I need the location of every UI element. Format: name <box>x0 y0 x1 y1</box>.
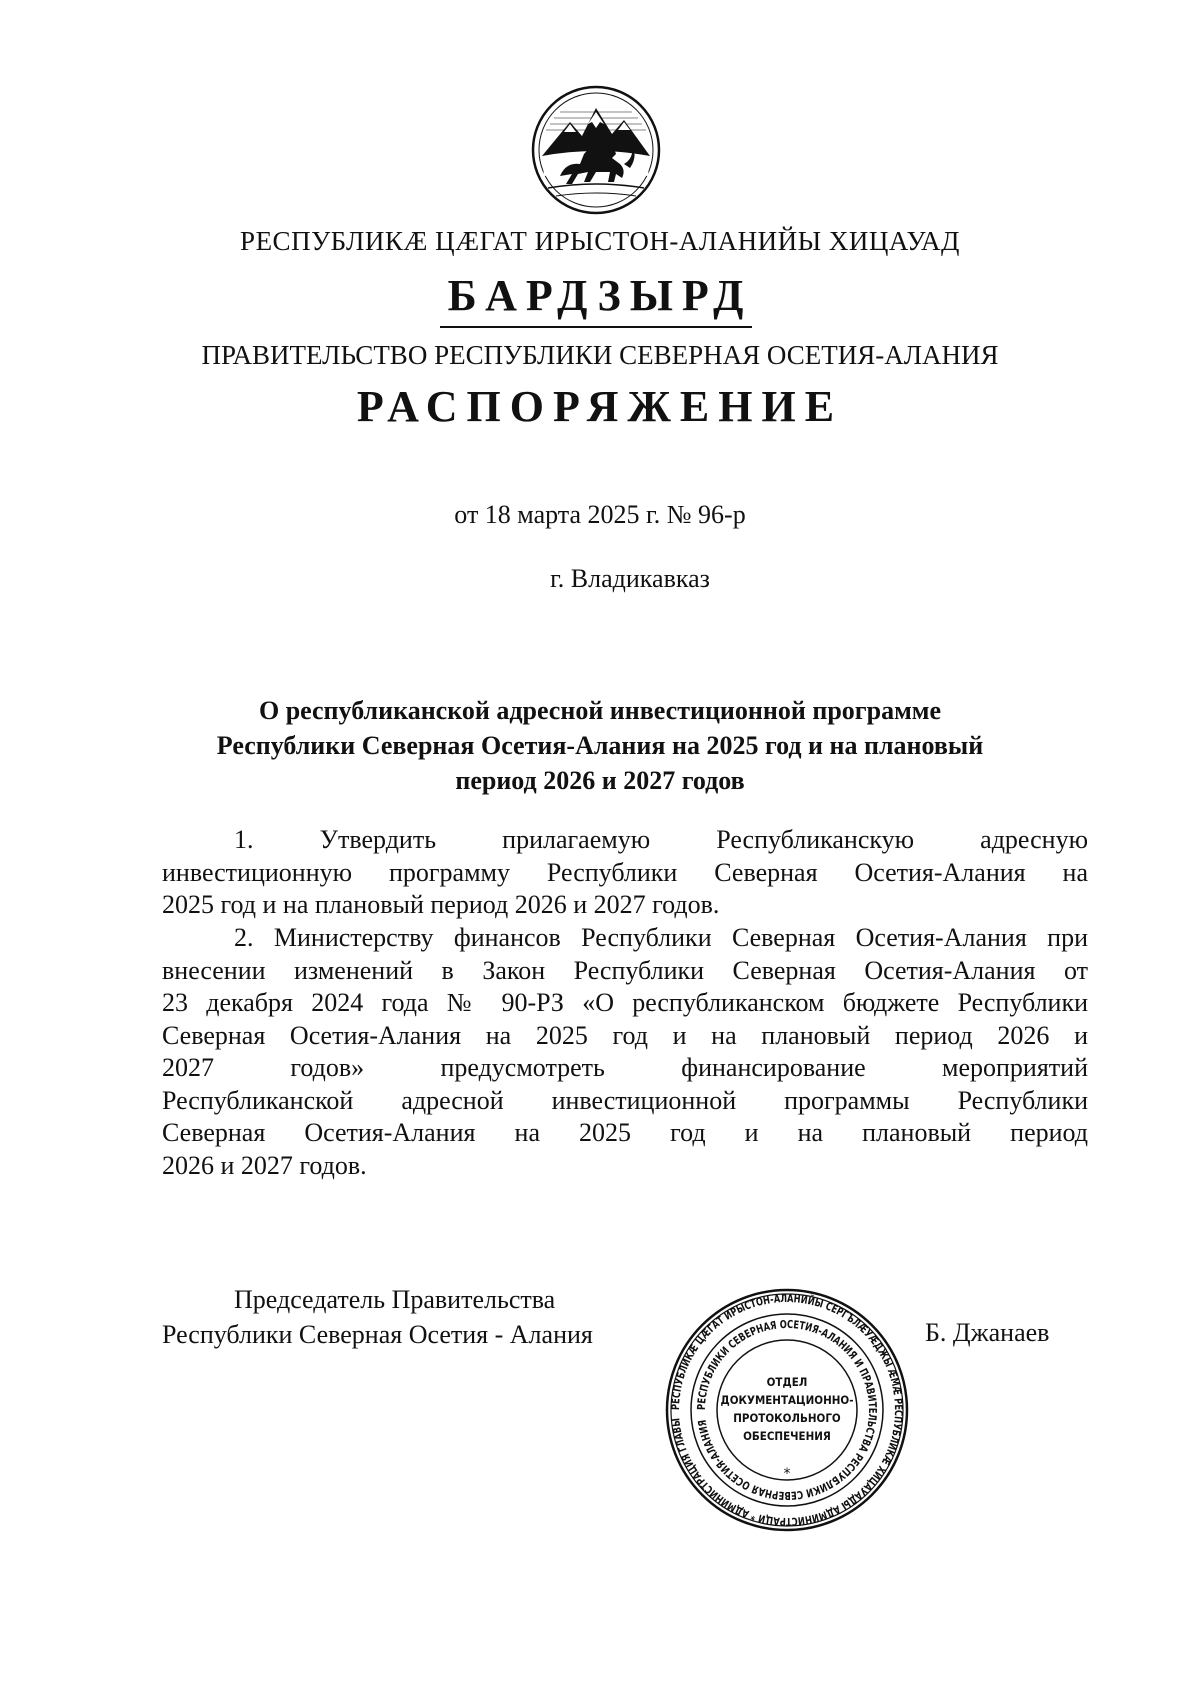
svg-text:ОБЕСПЕЧЕНИЯ: ОБЕСПЕЧЕНИЯ <box>743 1429 831 1443</box>
document-type-ossetian: БАРДЗЫРД <box>447 271 753 320</box>
svg-text:ПРОТОКОЛЬНОГО: ПРОТОКОЛЬНОГО <box>733 1411 841 1425</box>
paragraph-line: Северная Осетия-Алания на 2025 год и на плановый период 2026 и <box>162 1020 1088 1050</box>
signatory-name: Б. Джанаев <box>925 1318 1050 1347</box>
svg-text:ОТДЕЛ: ОТДЕЛ <box>766 1375 808 1389</box>
paragraph-line: 2025 год и на плановый период 2026 и 2027 годов. <box>162 890 720 919</box>
header-divider <box>440 326 752 328</box>
paragraph-item-1 <box>162 824 1088 922</box>
organization-name-ossetian: РЕСПУБЛИКÆ ЦÆГАТ ИРЫСТОН-АЛАНИЙЫ ХИЦАУАД <box>240 226 960 256</box>
paragraph-line: 2027 годов» предусмотреть финансирование мероприятий <box>162 1053 1088 1082</box>
svg-text:РЕСПУБЛИКИ СЕВЕРНАЯ ОСЕТИЯ-АЛА: РЕСПУБЛИКИ СЕВЕРНАЯ ОСЕТИЯ-АЛАНИЯ И ПРАВИТЕЛЬСТВА РЕСПУБЛИКИ СЕВЕРНАЯ ОСЕТИЯ-АЛАНИЯ <box>694 1317 880 1503</box>
signatory-position <box>162 1282 593 1352</box>
organization-name-russian: ПРАВИТЕЛЬСТВО РЕСПУБЛИКИ СЕВЕРНАЯ ОСЕТИЯ-АЛАНИЯ <box>201 340 999 370</box>
paragraph-line: 1. Утвердить прилагаемую Республиканскую адресную <box>234 825 1088 854</box>
paragraph-line: Республиканской адресной инвестиционной программы Республики <box>162 1085 1088 1115</box>
official-seal-stamp <box>665 1288 909 1532</box>
document-type-russian: РАСПОРЯЖЕНИЕ <box>356 382 844 431</box>
svg-text:РЕСПУБЛИКÆ ЦÆГАТ ИРЫСТОН-АЛАНИ: РЕСПУБЛИКÆ ЦÆГАТ ИРЫСТОН-АЛАНИЙЫ СЕРГЪЛÆУÆДЖЫ ÆМÆ РЕСПУБЛИКÆ ХИЦАУАДЫ АДМИНИСТРАЦИ * АДМИНИСТРАЦИЯ ГЛАВЫ <box>668 1291 906 1529</box>
paragraph-line: внесении изменений в Закон Республики Северная Осетия-Алания от <box>162 955 1088 985</box>
document-date-number: от 18 марта 2025 г. № 96-р <box>454 500 746 529</box>
title-line: период 2026 и 2027 годов <box>455 766 745 795</box>
svg-text:*: * <box>783 1466 791 1482</box>
title-line: Республики Северная Осетия-Алания на 2025 год и на плановый <box>216 731 984 760</box>
paragraph-item-2 <box>162 922 1088 1182</box>
paragraph-line: 2. Министерству финансов Республики Северная Осетия-Алания при <box>234 923 1088 952</box>
svg-text:ДОКУМЕНТАЦИОННО-: ДОКУМЕНТАЦИОННО- <box>720 1393 854 1407</box>
paragraph-line: 23 декабря 2024 года № 90-РЗ «О республиканском бюджете Республики <box>162 988 1088 1017</box>
title-line: О республиканской адресной инвестиционной программе <box>258 696 942 725</box>
document-title <box>180 693 1020 798</box>
coat-of-arms-icon <box>530 84 662 216</box>
paragraph-line: Северная Осетия-Алания на 2025 год и на плановый период <box>162 1118 1088 1147</box>
paragraph-line: инвестиционную программу Республики Северная Осетия-Алания на <box>162 857 1088 887</box>
signatory-position-line: Республики Северная Осетия - Алания <box>162 1320 593 1349</box>
signatory-position-line: Председатель Правительства <box>234 1285 556 1314</box>
paragraph-line: 2026 и 2027 годов. <box>162 1150 367 1180</box>
document-city: г. Владикавказ <box>550 564 710 593</box>
